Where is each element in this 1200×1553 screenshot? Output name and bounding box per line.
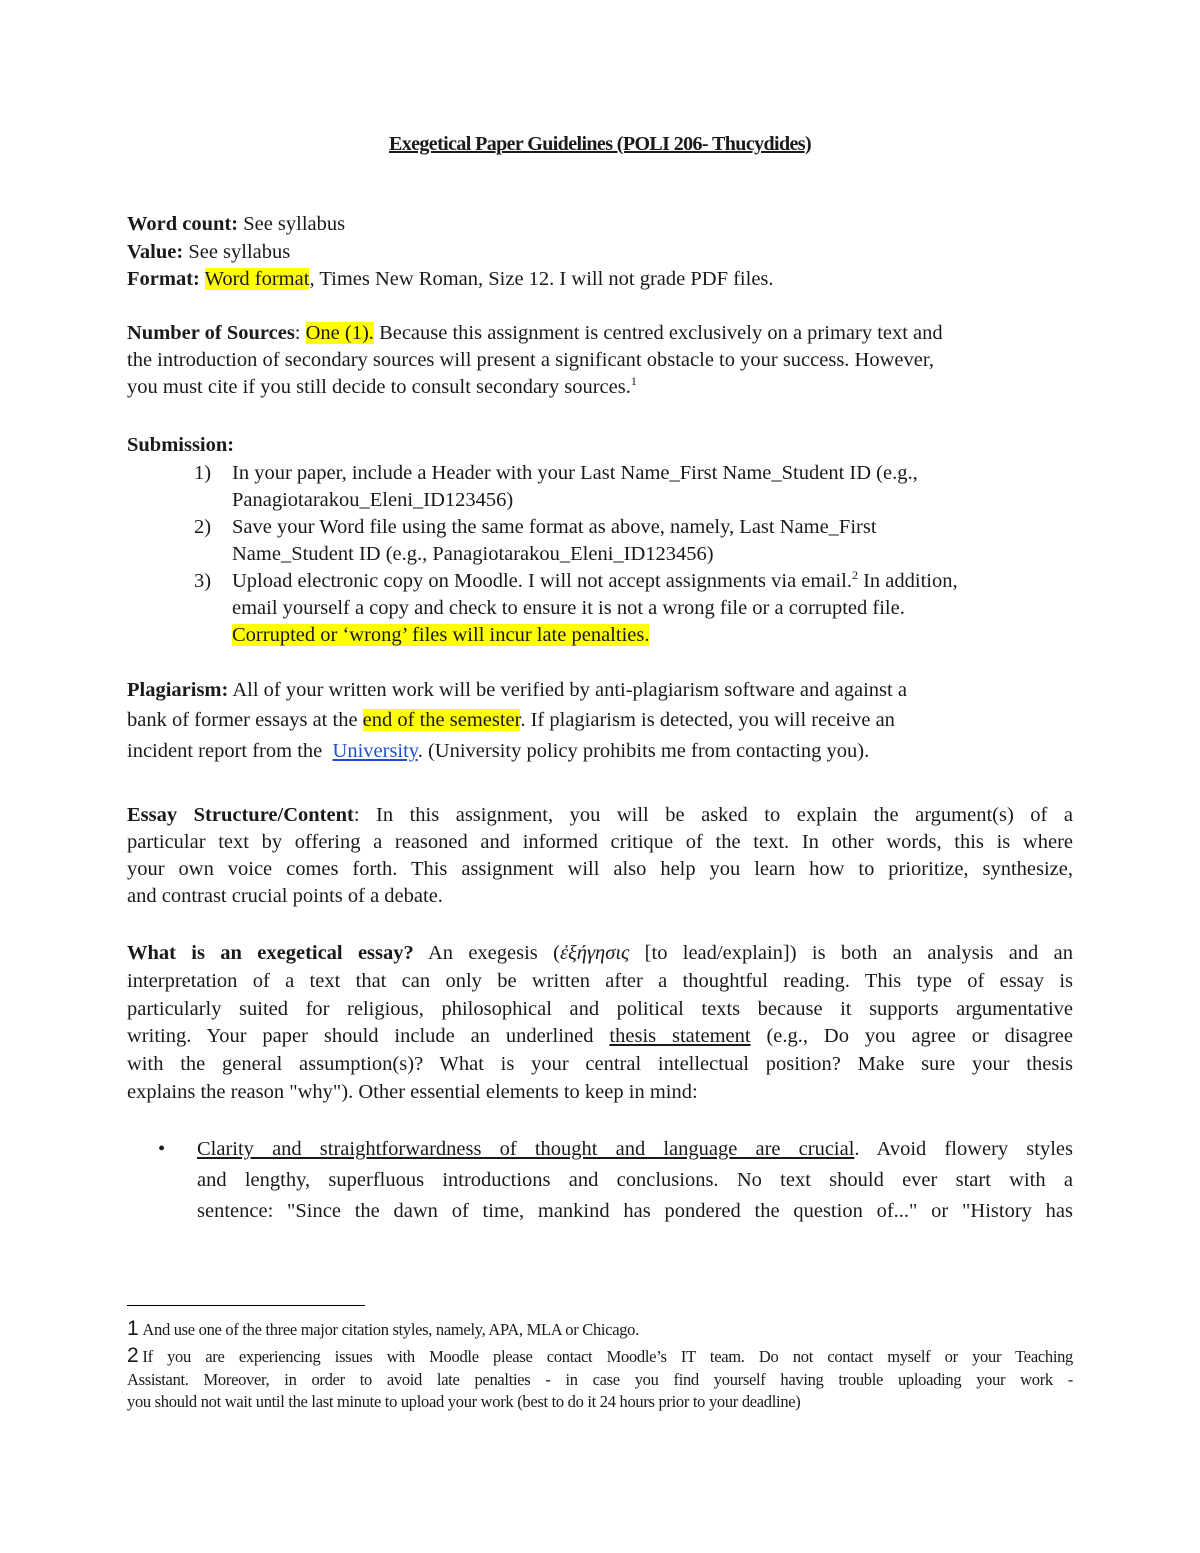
footnote-ref-2[interactable]: 2 xyxy=(851,568,858,582)
word-count-line xyxy=(127,211,345,237)
word-count-value: See syllabus xyxy=(238,213,346,235)
word-count-label: Word count: xyxy=(127,213,239,235)
essay-label: Essay Structure/Content xyxy=(127,804,354,826)
footnote-separator xyxy=(127,1305,365,1306)
submission-item-1-l1: In your paper, include a Header with your Last Name_First Name_Student ID (e.g., xyxy=(232,462,918,484)
sources-highlight: One (1). xyxy=(305,322,374,344)
essay-line-4: and contrast crucial points of a debate. xyxy=(127,885,443,907)
exegetical-line-2: interpretation of a text that can only be written after a thoughtful reading. This type of essay is xyxy=(127,970,1073,992)
sources-label: Number of Sources xyxy=(127,322,295,344)
submission-label: Submission: xyxy=(127,434,235,456)
exegetical-label: What is an exegetical essay? xyxy=(127,942,414,964)
bullet-icon: • xyxy=(158,1138,166,1160)
submission-item-2-l2: Name_Student ID (e.g., Panagiotarakou_Eleni_ID123456) xyxy=(232,543,714,565)
greek-term: ἐξήγησις xyxy=(559,942,630,964)
plagiarism-l2-b: . If plagiarism is detected, you will receive an xyxy=(520,709,895,731)
essay-line-2: particular text by offering a reasoned and informed critique of the text. In other words, this is where xyxy=(127,831,1073,853)
submission-heading xyxy=(127,432,234,458)
submission-item-3-l3 xyxy=(232,622,649,648)
submission-num-1: 1) xyxy=(194,462,212,484)
document-title: Exegetical Paper Guidelines (POLI 206- Thucydides) xyxy=(388,133,812,155)
sources-colon: : xyxy=(294,322,306,344)
submission-item-3-l2: email yourself a copy and check to ensure it is not a wrong file or a corrupted file. xyxy=(232,597,905,619)
essay-l1-rest: : In this assignment, you will be asked to explain the argument(s) of a xyxy=(353,804,1073,826)
exegetical-l4-b: (e.g., Do you agree or disagree xyxy=(750,1025,1073,1047)
exegetical-line-5: with the general assumption(s)? What is your central intellectual position? Make sure your thesis xyxy=(127,1053,1073,1075)
essay-line-1 xyxy=(127,802,1073,828)
plagiarism-l3-b: . (University policy prohibits me from contacting you). xyxy=(417,740,870,762)
format-rest: , Times New Roman, Size 12. I will not grade PDF files. xyxy=(309,268,774,290)
semester-highlight: end of the semester xyxy=(362,709,521,731)
plagiarism-l2-a: bank of former essays at the xyxy=(127,709,363,731)
plagiarism-line-3 xyxy=(127,738,869,764)
submission-item-1-l2: Panagiotarakou_Eleni_ID123456) xyxy=(232,489,514,511)
exegetical-l1-b: [to lead/explain]) is both an analysis and an xyxy=(629,942,1073,964)
submission-num-2: 2) xyxy=(194,516,212,538)
format-label: Format: xyxy=(127,268,200,290)
bullet-l1-b: . Avoid flowery styles xyxy=(854,1138,1074,1160)
submission-item-3-l1b: In addition, xyxy=(857,570,958,592)
footnote-1 xyxy=(127,1318,639,1341)
footnote-ref-1[interactable]: 1 xyxy=(630,374,637,388)
exegetical-l1-a: An exegesis ( xyxy=(413,942,560,964)
format-line xyxy=(127,266,774,292)
footnote-1-text: And use one of the three major citation styles, namely, APA, MLA or Chicago. xyxy=(142,1320,639,1339)
clarity-underline: Clarity and straightforwardness of thought and language are crucial xyxy=(197,1138,855,1160)
plagiarism-label: Plagiarism: xyxy=(127,679,229,701)
plagiarism-line-2 xyxy=(127,707,895,733)
sources-line-2: the introduction of secondary sources will present a significant obstacle to your success. However, xyxy=(127,349,934,371)
university-link[interactable]: University xyxy=(332,740,418,762)
sources-l3-text: you must cite if you still decide to consult secondary sources. xyxy=(127,376,631,398)
submission-item-2-l1: Save your Word file using the same format as above, namely, Last Name_First xyxy=(232,516,877,538)
bullet-line-3: sentence: "Since the dawn of time, mankind has pondered the question of..." or "History has xyxy=(197,1200,1073,1222)
bullet-line-1 xyxy=(197,1136,1073,1162)
submission-item-3-l1 xyxy=(232,568,958,594)
format-highlight: Word format xyxy=(204,268,310,290)
plagiarism-l1-rest: All of your written work will be verified by anti-plagiarism software and against a xyxy=(228,679,907,701)
footnote-2-mark: 2 xyxy=(127,1344,139,1367)
footnote-2-text-1: If you are experiencing issues with Moodle please contact Moodle’s IT team. Do not contact myself or your Teaching xyxy=(142,1347,1073,1366)
late-penalty-highlight: Corrupted or ‘wrong’ files will incur late penalties. xyxy=(232,624,650,646)
thesis-statement-underline: thesis statement xyxy=(609,1025,751,1047)
sources-l1-rest: Because this assignment is centred exclusively on a primary text and xyxy=(373,322,943,344)
submission-item-3-l1a: Upload electronic copy on Moodle. I will not accept assignments via email. xyxy=(232,570,852,592)
footnote-1-mark: 1 xyxy=(127,1317,139,1340)
footnote-2-line-3: you should not wait until the last minute to upload your work (best to do it 24 hours prior to your deadline) xyxy=(127,1392,801,1411)
footnote-2-line-1 xyxy=(127,1345,1073,1368)
bullet-line-2: and lengthy, superfluous introductions and conclusions. No text should ever start with a xyxy=(197,1169,1073,1191)
exegetical-l4-a: writing. Your paper should include an underlined xyxy=(127,1025,610,1047)
essay-line-3: your own voice comes forth. This assignment will also help you learn how to prioritize, synthesize, xyxy=(127,858,1073,880)
exegetical-line-4 xyxy=(127,1023,1073,1049)
exegetical-line-6: explains the reason "why"). Other essential elements to keep in mind: xyxy=(127,1081,698,1103)
plagiarism-l3-a: incident report from the xyxy=(127,740,333,762)
plagiarism-line-1 xyxy=(127,677,907,703)
value-line xyxy=(127,239,290,265)
sources-line-1 xyxy=(127,320,943,346)
exegetical-line-3: particularly suited for religious, philosophical and political texts because it supports argumentative xyxy=(127,998,1073,1020)
exegetical-line-1 xyxy=(127,940,1073,966)
sources-line-3 xyxy=(127,374,637,400)
footnote-2-line-2: Assistant. Moreover, in order to avoid late penalties - in case you find yourself having trouble uploading your work - xyxy=(127,1370,1073,1389)
submission-num-3: 3) xyxy=(194,570,212,592)
value-label: Value: xyxy=(127,241,184,263)
value-value: See syllabus xyxy=(183,241,291,263)
